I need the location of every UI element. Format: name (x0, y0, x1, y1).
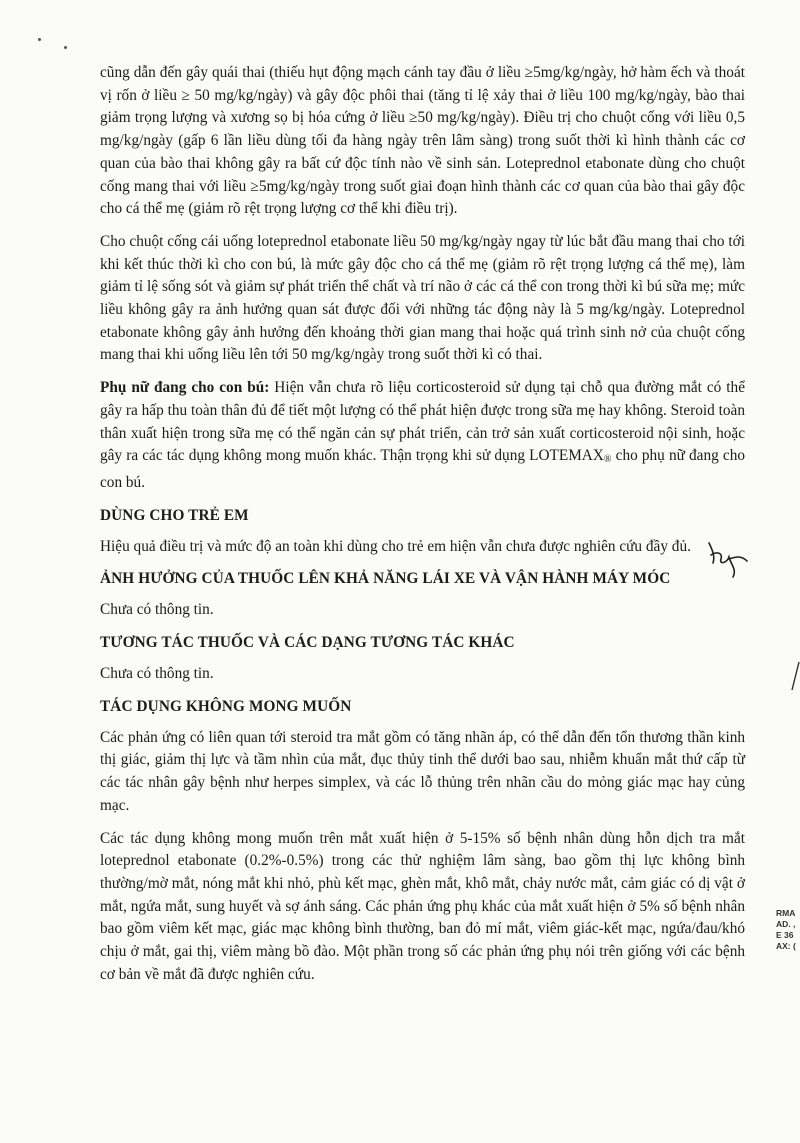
handwritten-initials (703, 533, 753, 581)
heading-driving: ẢNH HƯỞNG CỦA THUỐC LÊN KHẢ NĂNG LÁI XE VÀ VẬN HÀNH MÁY MÓC (100, 570, 671, 588)
heading-interactions: TƯƠNG TÁC THUỐC VÀ CÁC DẠNG TƯƠNG TÁC KHÁC (100, 634, 515, 652)
paragraph-driving: Chưa có thông tin. (100, 601, 214, 619)
breastfeeding-body: Hiện vẫn chưa rõ liệu corticosteroid sử dụng tại chỗ qua đường mắt có thể gây ra hấp thu toàn thân đủ để tiết một lượng có thể phát hiện được trong sữa mẹ hay không. Steroid toàn thân xuất hiện trong sữa mẹ có thể ngăn cản sự phát triển, cản trở sản xuất corticosteroid nội sinh, hoặc gây ra các tác dụng không mong muốn khác. Thận trọng khi sử dụng LOTEMAX (100, 379, 745, 465)
heading-adverse-effects: TÁC DỤNG KHÔNG MONG MUỐN (100, 697, 352, 715)
document-page (100, 62, 745, 997)
paragraph-rat-oral-study: Cho chuột cống cái uống loteprednol etabonate liều 50 mg/kg/ngày ngay từ lúc bắt đầu mang thai cho tới khi kết thúc thời kì cho con bú, là mức gây độc cho cá thể mẹ (giảm rõ rệt trọng lượng cá thể mẹ), làm giảm tỉ lệ sống sót và giảm sự phát triển thể chất và trí não ở các cá thể con trong thời kì bú sữa mẹ; mức liều không gây ra ảnh hưởng quan sát được đối với những tác động này là 5 mg/kg/ngày. Loteprednol etabonate không gây ảnh hưởng đến khoảng thời gian mang thai hoặc quá trình sinh nở của chuột cống mang thai khi uống liều lên tới 50 mg/kg/ngày trong suốt thời kì có thai. (100, 232, 745, 364)
paragraph-children: Hiệu quả điều trị và mức độ an toàn khi dùng cho trẻ em hiện vẫn chưa được nghiên cứu đầy đủ. (100, 537, 691, 555)
paragraph-adverse-2: Các tác dụng không mong muốn trên mắt xuất hiện ở 5-15% số bệnh nhân dùng hỗn dịch tra mắt loteprednol etabonate (0.2%-0.5%) trong các thử nghiệm lâm sàng, bao gồm thị lực không bình thường/mờ mắt, nóng mắt khi nhỏ, phù kết mạc, ghèn mắt, khô mắt, chảy nước mắt, cảm giác có dị vật ở mắt, ngứa mắt, sung huyết và sợ ánh sáng. Các phản ứng phụ khác của mắt xuất hiện ở 5% số bệnh nhân bao gồm viêm kết mạc, giác mạc không bình thường, ban đỏ mí mắt, viêm giác-kết mạc, ngứa/đau/khó chịu ở mắt, gai thị, viêm màng bồ đào. Một phần trong số các phản ứng phụ nói trên giống với các bệnh cơ bản về mắt đã được nghiên cứu. (100, 829, 745, 983)
paragraph-adverse-1: Các phản ứng có liên quan tới steroid tra mắt gồm có tăng nhãn áp, có thể dẫn đến tổn thương thần kinh thị giác, giảm thị lực và tầm nhìn của mắt, đục thủy tinh thể dưới bao sau, nhiễm khuẩn mắt thứ cấp từ các tác nhân gây bệnh như herpes simplex, và các lỗ thủng trên nhãn cầu do mỏng giác mạc hay củng mạc. (100, 728, 745, 814)
scan-speck (64, 46, 67, 49)
paragraph-breastfeeding (100, 377, 745, 495)
edge-mark (790, 660, 800, 694)
scan-speck (38, 38, 41, 41)
heading-children: DÙNG CHO TRẺ EM (100, 506, 249, 524)
stamp-fragment: RMA AD. , E 36 AX: ( (776, 908, 796, 951)
breastfeeding-lead: Phụ nữ đang cho con bú: (100, 379, 270, 397)
registered-mark: ® (603, 454, 612, 466)
paragraph-teratogenicity: cũng dẫn đến gây quái thai (thiếu hụt động mạch cánh tay đầu ở liều ≥5mg/kg/ngày, hở hàm ếch và thoát vị rốn ở liều ≥ 50 mg/kg/ngày) và gây độc phôi thai (tăng tỉ lệ xảy thai ở liều 100 mg/kg/ngày, bào thai giảm trọng lượng và xương sọ bị hóa cứng ở liều ≥50 mg/kg/ngày). Điều trị cho chuột cống với liều 0,5 mg/kg/ngày (gấp 6 lần liều dùng tối đa hàng ngày trên lâm sàng) trong suốt thời kì hình thành các cơ quan của bào thai không gây ra bất cứ độc tính nào về sinh sản. Loteprednol etabonate dùng cho chuột cống mang thai với liều ≥5mg/kg/ngày trong suốt giai đoạn hình thành các cơ quan của bào thai gây độc cho cá thể mẹ (giảm rõ rệt trọng lượng cơ thể khi điều trị). (100, 64, 745, 218)
breastfeeding-end: cho phụ nữ đang cho con bú. (100, 447, 745, 491)
paragraph-interactions: Chưa có thông tin. (100, 665, 214, 683)
